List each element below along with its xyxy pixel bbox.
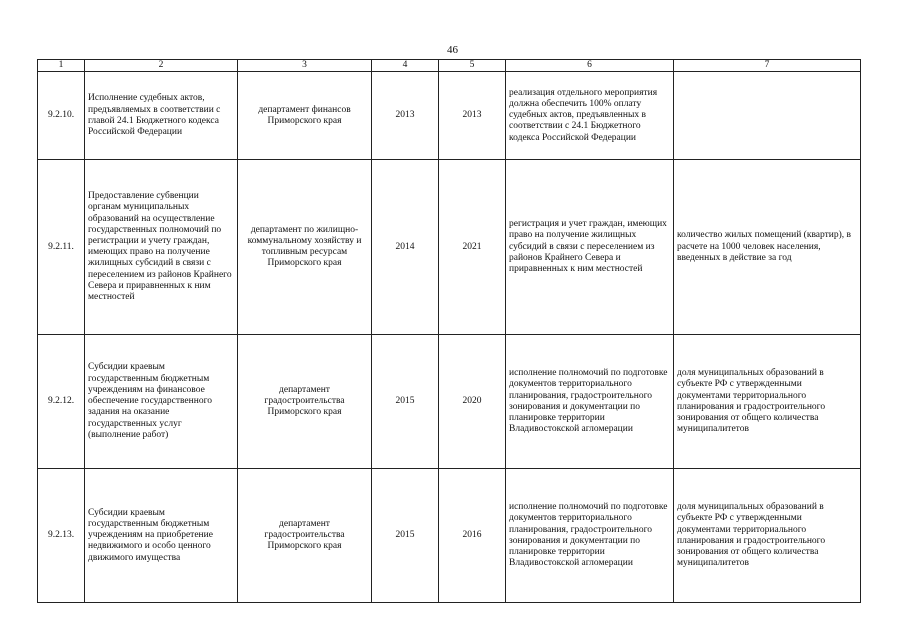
event-name: Предоставление субвенции органам муниципальных образований на осуществление государственных полномочий по регистрации и учету граждан, имеющих право на получение жилищных субсидий в связи с переселением из районов Крайнего Севера и приравненных к ним местностей [85,160,238,335]
start-year: 2014 [372,160,439,335]
event-name: Исполнение судебных актов, предъявляемых в соответствии с главой 24.1 Бюджетного кодекса Российской Федерации [85,72,238,160]
row-number: 9.2.10. [38,72,85,160]
expected-result: исполнение полномочий по подготовке документов территориального планирования, градостроительного зонирования и документации по планировке территории Владивостокской агломерации [506,335,674,469]
indicator: доля муниципальных образований в субъекте РФ с утвержденными документами территориального планирования и градостроительного зонирования от общего количества муниципалитетов [674,469,861,603]
event-name: Субсидии краевым государственным бюджетным учреждениям на финансовое обеспечение государственного задания на оказание государственных услуг (выполнение работ) [85,335,238,469]
program-activities-table [37,59,861,603]
row-number: 9.2.11. [38,160,85,335]
start-year: 2013 [372,72,439,160]
expected-result: регистрация и учет граждан, имеющих право на получение жилищных субсидий в связи с переселением из районов Крайнего Севера и приравненных к ним местностей [506,160,674,335]
expected-result: исполнение полномочий по подготовке документов территориального планирования, градостроительного зонирования и документации по планировке территории Владивостокской агломерации [506,469,674,603]
end-year: 2020 [439,335,506,469]
end-year: 2016 [439,469,506,603]
column-header-1: 1 [38,60,85,72]
column-header-3: 3 [238,60,372,72]
column-header-6: 6 [506,60,674,72]
indicator: количество жилых помещений (квартир), в расчете на 1000 человек населения, введенных в действие за год [674,160,861,335]
executor: департамент финансов Приморского края [238,72,372,160]
page-number: 46 [447,44,458,56]
event-name: Субсидии краевым государственным бюджетным учреждениям на приобретение недвижимого и особо ценного движимого имущества [85,469,238,603]
column-header-5: 5 [439,60,506,72]
indicator: доля муниципальных образований в субъекте РФ с утвержденными документами территориального планирования и градостроительного зонирования от общего количества муниципалитетов [674,335,861,469]
row-number: 9.2.13. [38,469,85,603]
column-header-4: 4 [372,60,439,72]
expected-result: реализация отдельного мероприятия должна обеспечить 100% оплату судебных актов, предъявленных в соответствии с 24.1 Бюджетного кодекса Российской Федерации [506,72,674,160]
executor: департамент градостроительства Приморского края [238,335,372,469]
column-header-7: 7 [674,60,861,72]
end-year: 2021 [439,160,506,335]
executor: департамент по жилищно-коммунальному хозяйству и топливным ресурсам Приморского края [238,160,372,335]
table-row [38,335,861,469]
executor: департамент градостроительства Приморского края [238,469,372,603]
start-year: 2015 [372,335,439,469]
row-number: 9.2.12. [38,335,85,469]
table-row [38,72,861,160]
indicator [674,72,861,160]
end-year: 2013 [439,72,506,160]
start-year: 2015 [372,469,439,603]
header-row [38,60,861,72]
column-header-2: 2 [85,60,238,72]
table-row [38,469,861,603]
table-row [38,160,861,335]
